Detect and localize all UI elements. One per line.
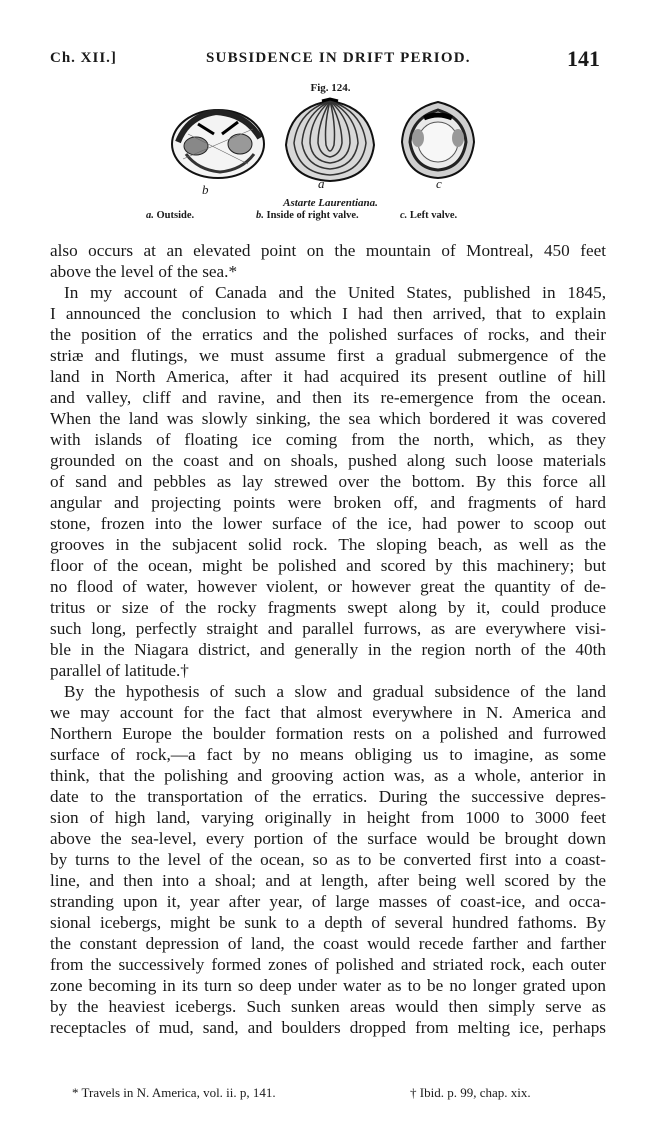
text-line: zone becoming in its turn so deep under water as to be no longer grated upon <box>50 976 606 995</box>
text-line: line, and then into a shoal; and at length, after being well scored by the <box>50 871 606 890</box>
running-head <box>50 48 600 74</box>
text-line: By the hypothesis of such a slow and gradual subsidence of the land <box>64 682 606 701</box>
text-line: and valley, cliff and ravine, and then its re-emergence from the ocean. <box>50 388 606 407</box>
footnote-travels: * Travels in N. America, vol. ii. p, 141. <box>72 1085 276 1100</box>
text-line: floor of the ocean, might be polished and scored by this machinery; but <box>50 556 606 575</box>
legend-key-c: c. <box>400 210 408 221</box>
text-line: ble in the Niagara district, and generally in the region north of the 40th <box>50 640 606 659</box>
text-line: from the successively formed zones of polished and striated rock, each outer <box>50 955 606 974</box>
text-line: with islands of floating ice coming from the north, which, as they <box>50 430 606 449</box>
text-line: think, that the polishing and grooving action was, as a whole, anterior in <box>50 766 606 785</box>
text-line: striæ and flutings, we must assume first a gradual submergence of the <box>50 346 606 365</box>
text-line: angular and projecting points were broken off, and fragments of hard <box>50 493 606 512</box>
text-line: date to the transportation of the erratics. During the successive depres- <box>50 787 606 806</box>
text-line: receptacles of mud, sand, and boulders dropped from melting ice, perhaps <box>50 1018 606 1037</box>
text-line: sional icebergs, might be sunk to a depth of several hundred fathoms. By <box>50 913 606 932</box>
legend-text-b: Inside of right valve. <box>266 210 359 221</box>
footnote-ibid: † Ibid. p. 99, chap. xix. <box>410 1085 531 1100</box>
text-line: grooves in the subjacent solid rock. The sloping beach, as well as the <box>50 535 606 554</box>
text-line: sion of high land, varying originally in height from 1000 to 3000 feet <box>50 808 606 827</box>
shell-letter-b: b <box>202 182 209 197</box>
text-line: above the level of the sea.* <box>50 262 238 281</box>
text-line: Northern Europe the boulder formation rests on a polished and furrowed <box>50 724 606 743</box>
text-line: by turns to the level of the ocean, so as to be converted first into a coast- <box>50 850 606 869</box>
text-line: stranding upon it, year after year, of large masses of coast-ice, and occa- <box>50 892 606 911</box>
footnotes <box>72 1085 572 1107</box>
text-line: above the sea-level, every portion of the surface would be brought down <box>50 829 606 848</box>
figure-legend-b <box>256 210 359 224</box>
text-line: tritus or size of the rocky fragments swept along by it, could produce <box>50 598 606 617</box>
text-line: grounded on the coast and on shoals, pushed along such loose materials <box>50 451 606 470</box>
text-line: In my account of Canada and the United States, published in 1845, <box>64 283 606 302</box>
body-text <box>50 240 606 1038</box>
text-line: surface of rock,—a fact by no means obliging us to imagine, as some <box>50 745 606 764</box>
text-line: parallel of latitude.† <box>50 661 189 680</box>
chapter-label: Ch. XII.] <box>50 50 117 66</box>
text-line: land in North America, after it had acquired its present outline of hill <box>50 367 606 386</box>
figure-legend-c <box>400 210 457 224</box>
running-title: SUBSIDENCE IN DRIFT PERIOD. <box>206 50 471 66</box>
species-caption: Astarte Laurentiana. <box>283 197 378 209</box>
text-line: When the land was slowly sinking, the sea which bordered it was covered <box>50 409 606 428</box>
page-number: 141 <box>567 46 600 71</box>
text-line: the position of the erratics and the polished surfaces of rocks, and their <box>50 325 606 344</box>
legend-key-a: a. <box>146 210 154 221</box>
legend-text-c: Left valve. <box>409 210 458 221</box>
shell-illustration-a <box>282 97 378 185</box>
text-line: of sand and pebbles as lay strewed over the bottom. By this force all <box>50 472 606 491</box>
shell-letter-a: a <box>318 176 325 191</box>
legend-key-b: b. <box>256 210 264 221</box>
text-line: we may account for the fact that almost everywhere in N. America and <box>50 703 606 722</box>
figure-legend-a <box>146 210 194 224</box>
text-line: the constant depression of land, the coast would recede farther and farther <box>50 934 606 953</box>
text-line: also occurs at an elevated point on the mountain of Montreal, 450 feet <box>50 241 606 260</box>
figure-label: Fig. 124. <box>310 82 351 94</box>
shell-illustration-c <box>398 98 478 182</box>
legend-text-a: Outside. <box>156 210 195 221</box>
shell-illustration-b <box>168 104 268 184</box>
text-line: by the heaviest icebergs. Such sunken areas would then simply serve as <box>50 997 606 1016</box>
shell-letter-c: c <box>436 176 442 191</box>
text-line: stone, frozen into the lower surface of the ice, had power to scoop out <box>50 514 606 533</box>
text-line: such long, perfectly straight and parallel furrows, as are everywhere visi- <box>50 619 606 638</box>
text-line: I announced the conclusion to which I had then arrived, that to explain <box>50 304 606 323</box>
text-line: no flood of water, however violent, or however great the quantity of de- <box>50 577 606 596</box>
